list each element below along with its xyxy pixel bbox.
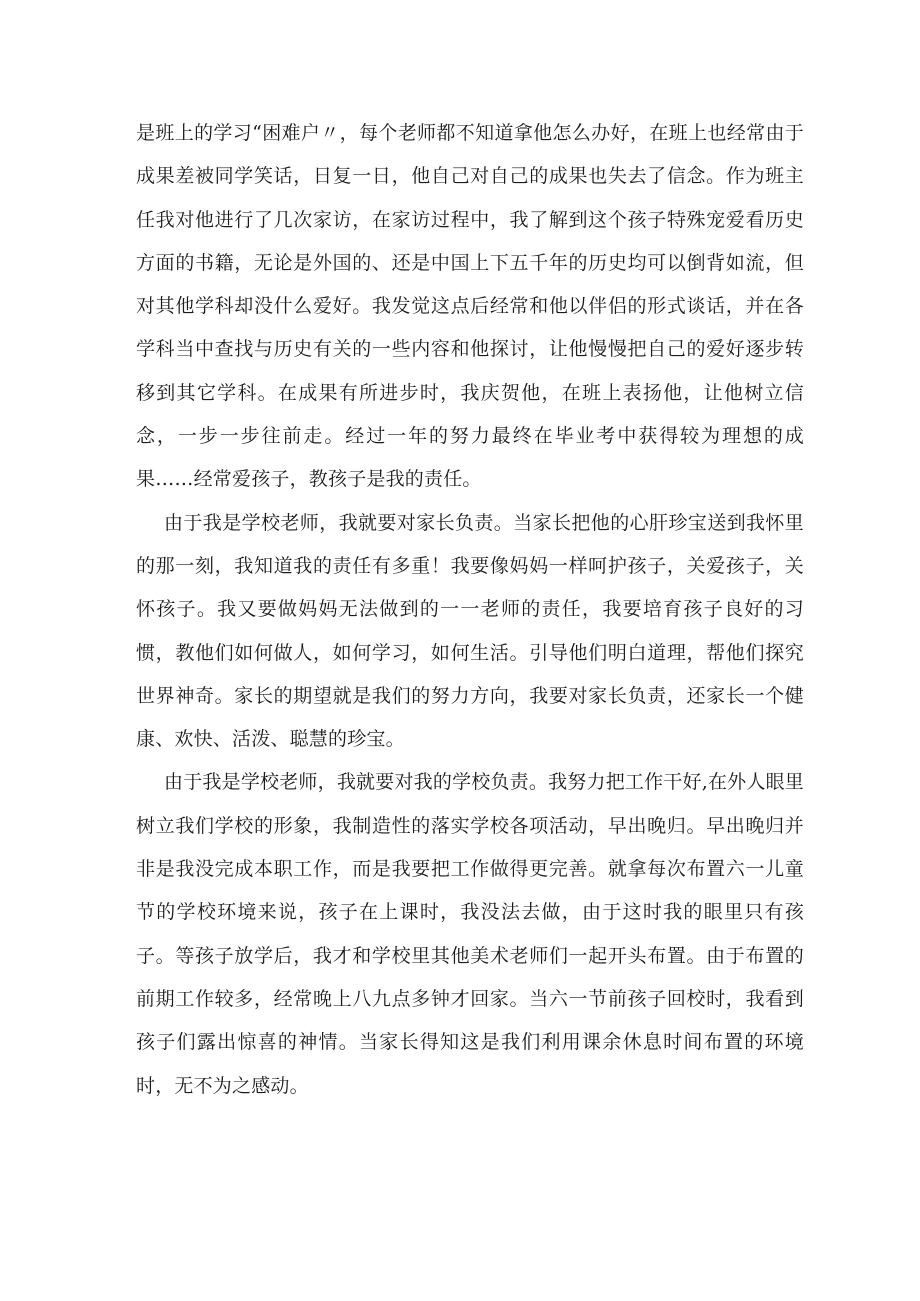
paragraph-1: 是班上的学习“困难户〃，每个老师都不知道拿他怎么办好，在班上也经常由于成果差被同学笑话，日复一日，他自己对自己的成果也失去了信念。作为班主任我对他进行了几次家访，在家访过程中，我了解到这个孩子特殊宠爱看历史方面的书籍，无论是外国的、还是中国上下五千年的历史均可以倒背如流，但对其他学科却没什么爱好。我发觉这点后经常和他以伴侣的形式谈话，并在各学科当中查找与历史有关的一些内容和他探讨，让他慢慢把自己的爱好逐步转移到其它学科。在成果有所进步时，我庆贺他，在班上表扬他，让他树立信念，一步一步往前走。经过一年的努力最终在毕业考中获得较为理想的成果……经常爱孩子，教孩子是我的责任。: [136, 122, 804, 491]
paragraph-3: 由于我是学校老师，我就要对我的学校负责。我努力把工作干好,在外人眼里树立我们学校的形象，我制造性的落实学校各项活动，早出晚归。早出晚归并非是我没完成本职工作，而是我要把工作做得更完善。就拿每次布置六一儿童节的学校环境来说，孩子在上课时，我没法去做，由于这时我的眼里只有孩子。等孩子放学后，我才和学校里其他美术老师们一起开头布置。由于布置的前期工作较多，经常晚上八九点多钟才回家。当六一节前孩子回校时，我看到孩子们露出惊喜的神情。当家长得知这是我们利用课余休息时间布置的环境时，无不为之感动。: [136, 771, 804, 1097]
document-body: [136, 112, 804, 1108]
paragraph-2: 由于我是学校老师，我就要对家长负责。当家长把他的心肝珍宝送到我怀里的那一刻，我知道我的责任有多重！我要像妈妈一样呵护孩子，关爱孩子，关怀孩子。我又要做妈妈无法做到的一一老师的责任，我要培育孩子良好的习惯，教他们如何做人，如何学习，如何生活。引导他们明白道理，帮他们探究世界神奇。家长的期望就是我们的努力方向，我要对家长负责，还家长一个健康、欢快、活泼、聪慧的珍宝。: [136, 511, 804, 751]
